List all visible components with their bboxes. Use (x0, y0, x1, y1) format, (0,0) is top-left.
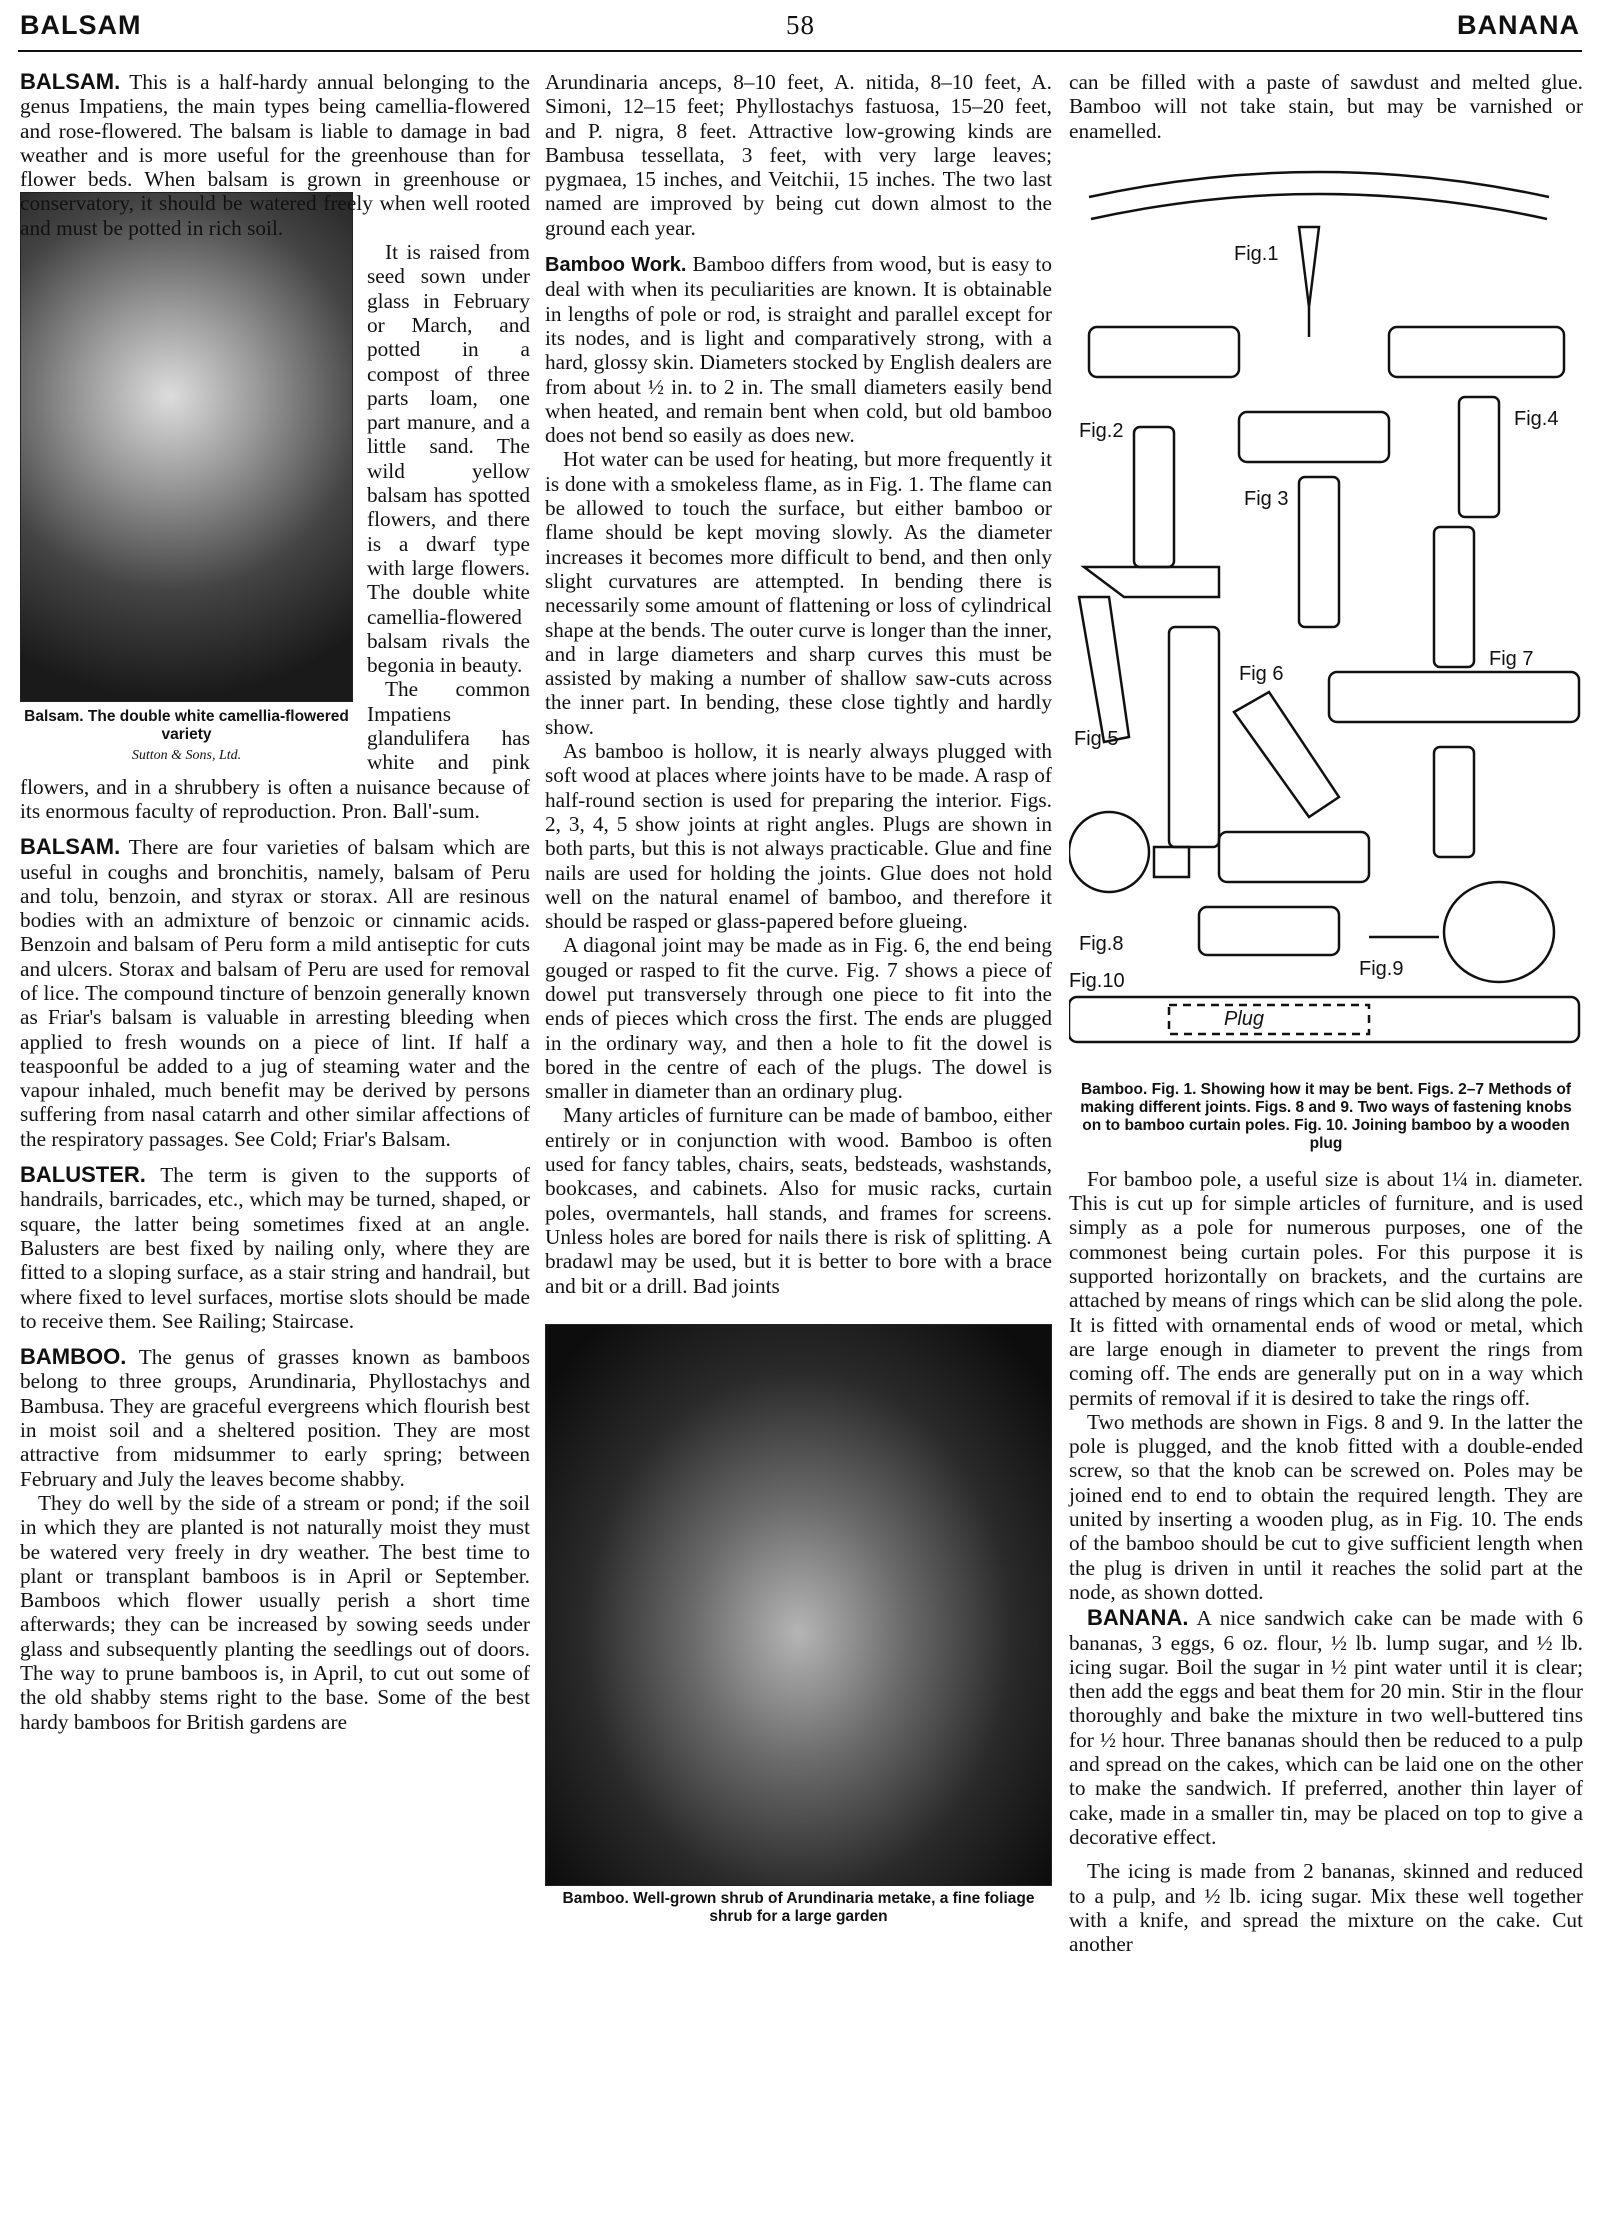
bamboo-piece (1089, 327, 1239, 377)
bamboo-shrub-caption: Bamboo. Well-grown shrub of Arundinaria metake, a fine foliage shrub for a large garden (562, 1889, 1035, 1925)
entry-balsam-2 (20, 835, 530, 1151)
fig-label: Fig 6 (1239, 662, 1284, 685)
entry-balsam-1 (20, 70, 530, 240)
knob-icon (1444, 882, 1554, 982)
paragraph: The term is given to the supports of handrails, barricades, etc., which may be turned, shaped, or square, the latter being sometimes fixed at an angle. Balusters are best fixed by nailing only, where they are fitted to a sloping surface, as a stair string and handrail, but where fixed to level surfaces, mortise slots should be made to receive them. See Railing; Staircase. (20, 1163, 530, 1333)
bamboo-piece (1329, 672, 1579, 722)
bamboo-piece (1434, 747, 1474, 857)
paragraph: A diagonal joint may be made as in Fig. 6, the end being gouged or rasped to fit the curve. Fig. 7 shows a piece of dowel put transversely through one piece to fit into the ends of pieces which cross the first. The ends are plugged in the ordinary way, and then a hole to fit the dowel is bored in the centre of each of the plugs. The dowel is smaller in diameter than an ordinary plug. (545, 933, 1052, 1104)
paragraph: This is a half-hardy annual belonging to the genus Impatiens, the main types being camellia-flowered and rose-flowered. The balsam is liable to damage in bad weather and is more useful for the greenhouse than for flower beds. When balsam is grown in greenhouse or conservatory, it should be watered freely when well rooted and must be potted in rich soil. (20, 70, 530, 240)
bamboo-piece (1199, 907, 1339, 955)
diagram-caption: Bamboo. Fig. 1. Showing how it may be bent. Figs. 2–7 Methods of making different joints. Figs. 8 and 9. Two ways of fastening knobs on to bamboo curtain poles. Fig. 10. Joining bamboo by a wooden plug (1080, 1080, 1572, 1152)
bamboo-piece (1389, 327, 1564, 377)
entry-heading: BANANA. (1087, 1605, 1189, 1631)
header-rule (18, 50, 1582, 52)
photo-credit: Sutton & Sons, Ltd. (131, 748, 242, 764)
bamboo-joints-diagram (1069, 157, 1583, 1077)
bamboo-piece (1239, 412, 1389, 462)
bamboo-piece (1299, 477, 1339, 627)
bamboo-piece (1079, 597, 1129, 742)
paragraph: There are four varieties of balsam which are useful in coughs and bronchitis, namely, balsam of Peru and tolu, benzoin, and styrax or storax. All are resinous bodies with an admixture of benzoic or cinnamic acids. Benzoin and balsam of Peru form a mild antiseptic for cuts and ulcers. Storax and balsam of Peru are used for removal of lice. The compound tincture of benzoin generally known as Friar's balsam is valuable in arresting bleeding when applied to fresh wounds on a piece of lint. If half a teaspoonful be added to a jug of steaming water and the vapour inhaled, much benefit may be derived by persons suffering from nasal catarrh and other similar affections of the respiratory passages. See Cold; Friar's Balsam. (20, 835, 530, 1151)
paragraph: Hot water can be used for heating, but more frequently it is done with a smokeless flame, as in Fig. 1. The flame can be allowed to touch the surface, but either bamboo or flame should be kept moving slowly. As the diameter increases it becomes more difficult to bend, and then only slight curvatures are attempted. In bending there is necessarily some amount of flattening or loss of cylindrical shape at the bends. The outer curve is longer than the inner, and in large diameters and sharp curves this must be assisted by making a number of shallow saw-cuts across the inner part. In bending, these close tightly and hardly show. (545, 447, 1052, 739)
balsam-photo-caption: Balsam. The double white camellia-flowered variety (24, 708, 349, 744)
section-heading: Bamboo Work. (545, 254, 687, 277)
bamboo-piece (1084, 567, 1219, 597)
bamboo-piece (1134, 427, 1174, 567)
fig-label: Fig.4 (1514, 407, 1559, 430)
fig-label: Fig.2 (1079, 419, 1124, 442)
bamboo-piece (1169, 627, 1219, 847)
fig-label: Fig 5 (1074, 727, 1119, 750)
diagram-drawing (1069, 157, 1583, 1077)
running-head-left: BALSAM (20, 10, 142, 40)
paragraph: As bamboo is hollow, it is nearly always plugged with soft wood at places where joints have to be made. A rasp of half-round section is used for preparing the interior. Figs. 2, 3, 4, 5 show joints at right angles. Plugs are shown in both parts, but this is not always practicable. Glue and fine nails are used for holding the joints. Glue does not hold well on the natural enamel of bamboo, and therefore it should be rasped or glass-papered before glueing. (545, 739, 1052, 934)
paragraph: They do well by the side of a stream or pond; if the soil in which they are planted is not naturally moist they must be watered very freely in dry weather. The best time to plant or transplant bamboos is in April or September. Bamboos which flower usually perish a short time afterwards; they can be increased by sowing seeds under glass and subsequently planting the seedlings out of doors. The way to prune bamboos is, in April, to cut out some of the old shabby stems right to the base. Some of the best hardy bamboos for British gardens are (20, 1490, 530, 1734)
bamboo-piece (1154, 847, 1189, 877)
paragraph: For bamboo pole, a useful size is about 1¼ in. diameter. This is cut up for simple articles of furniture, and is used simply as a pole for numerous purposes, one of the commonest being curtain poles. For this purpose it is supported horizontally on brackets, and the curtains are attached by means of rings which can be slid along the pole. It is fitted with ornamental ends of wood or metal, which are large enough in diameter to prevent the rings from coming off. The ends are generally put on in a way which permits of removal if it is desired to take the rings off. (1069, 1166, 1583, 1410)
bent-bamboo-fig1 (1089, 172, 1549, 219)
bamboo-work-section (545, 252, 1052, 447)
paragraph: The icing is made from 2 bananas, skinned and reduced to a pulp, and ½ lb. icing sugar. Mix these well together with a knife, and spread the mixture on the cake. Cut another (1069, 1859, 1583, 1957)
paragraph: Two methods are shown in Figs. 8 and 9. In the latter the pole is plugged, and the knob fitted with a double-ended screw, so that the knob can be screwed on. Poles may be joined end to end to obtain the required length. They are united by inserting a wooden plug, as in Fig. 10. The ends of the bamboo should be cut to give sufficient length when the plug is driven in until it reaches the solid part at the node, as shown dotted. (1069, 1409, 1583, 1604)
entry-bamboo (20, 1345, 530, 1491)
paragraph: It is raised from seed sown under glass in February or March, and potted in a compost of three parts loam, one part manure, and a little sand. The wild yellow balsam has spotted flowers, and there is a dwarf type with large flowers. The double white camellia-flowered balsam rivals the begonia in beauty. (367, 240, 530, 678)
paragraph: can be filled with a paste of sawdust and melted glue. Bamboo will not take stain, but may be varnished or enamelled. (1069, 70, 1583, 143)
entry-banana (1069, 1606, 1583, 1849)
running-head-right: BANANA (1457, 10, 1580, 40)
entry-heading: BALUSTER. (20, 1162, 146, 1188)
bamboo-piece (1234, 692, 1339, 817)
fig-label: Fig.10 (1069, 969, 1125, 992)
fig-label: Fig.8 (1079, 932, 1124, 955)
column-2 (545, 70, 1052, 1926)
column-1 (20, 70, 530, 1734)
page-number: 58 (786, 10, 815, 40)
paragraph: Bamboo differs from wood, but is easy to deal with when its peculiarities are known. It is obtainable in lengths of pole or rod, is straight and parallel except for its nodes, and is light and comparatively strong, with a hard, glossy skin. Diameters stocked by English dealers are from about ½ in. to 2 in. The small diameters easily bend when heated, and remain bent when cold, but old bamboo does not bend so easily as does new. (545, 252, 1052, 448)
fig-label: Fig.9 (1359, 957, 1404, 980)
plug (1169, 1005, 1369, 1034)
balsam-figure (20, 192, 353, 768)
balsam-photo (20, 192, 353, 702)
entry-heading: BALSAM. (20, 69, 121, 94)
knob-icon (1069, 812, 1149, 892)
plug-label: Plug (1224, 1007, 1265, 1030)
paragraph: Arundinaria anceps, 8–10 feet, A. nitida, 8–10 feet, A. Simoni, 12–15 feet; Phyllostachys fastuosa, 15–20 feet, and P. nigra, 8 feet. Attractive low-growing kinds are Bambusa tessellata, 3 feet, with very large leaves; pygmaea, 15 inches, and Veitchii, 15 inches. The two last named are improved by being cut down almost to the ground each year. (545, 70, 1052, 240)
fig-label: Fig 3 (1244, 487, 1289, 510)
bamboo-piece (1219, 832, 1369, 882)
paragraph: Many articles of furniture can be made of bamboo, either entirely or in conjunction with wood. Bamboo is often used for fancy tables, chairs, seats, bedsteads, washstands, bookcases, and cabinets. Also for music racks, curtain poles, overmantels, hall stands, and frames for screens. Unless holes are bored for nails there is risk of splitting. A bradawl may be used, but it is better to bore with a brace and bit or a drill. Bad joints (545, 1103, 1052, 1298)
entry-baluster (20, 1163, 530, 1333)
bamboo-piece (1434, 527, 1474, 667)
paragraph: The genus of grasses known as bamboos belong to three groups, Arundinaria, Phyllostachys and Bambusa. They are graceful evergreens which flourish best in moist soil and a sheltered position. They are most attractive from midsummer to early spring; between February and July the leaves become shabby. (20, 1345, 530, 1491)
paragraph: A nice sandwich cake can be made with 6 bananas, 3 eggs, 6 oz. flour, ½ lb. lump sugar, and ½ lb. icing sugar. Boil the sugar in ½ pint water until it is clear; then add the eggs and beat them for 20 min. Stir in the flour thoroughly and bake the mixture in two well-buttered tins for ½ hour. Three bananas should then be reduced to a pulp and spread on the cakes, which can be laid one on the other to make the sandwich. If preferred, another thin layer of cake, made in a smaller tin, may be placed on top to give a decorative effect. (1069, 1606, 1584, 1849)
entry-heading: BALSAM. (20, 834, 121, 860)
fig-label: Fig.1 (1234, 242, 1279, 265)
paragraph: The common Impatiens glandulifera has white and pink flowers, and in a shrubbery is often a nuisance because of its enormous faculty of reproduction. Pron. Ball'-sum. (20, 677, 530, 823)
fig-label: Fig 7 (1489, 647, 1534, 670)
entry-heading: BAMBOO. (20, 1344, 127, 1370)
bamboo-shrub-figure (545, 1324, 1052, 1926)
bamboo-shrub-photo (545, 1324, 1052, 1886)
flame-icon (1299, 227, 1319, 337)
column-3 (1069, 70, 1583, 1956)
bamboo-piece (1459, 397, 1499, 517)
